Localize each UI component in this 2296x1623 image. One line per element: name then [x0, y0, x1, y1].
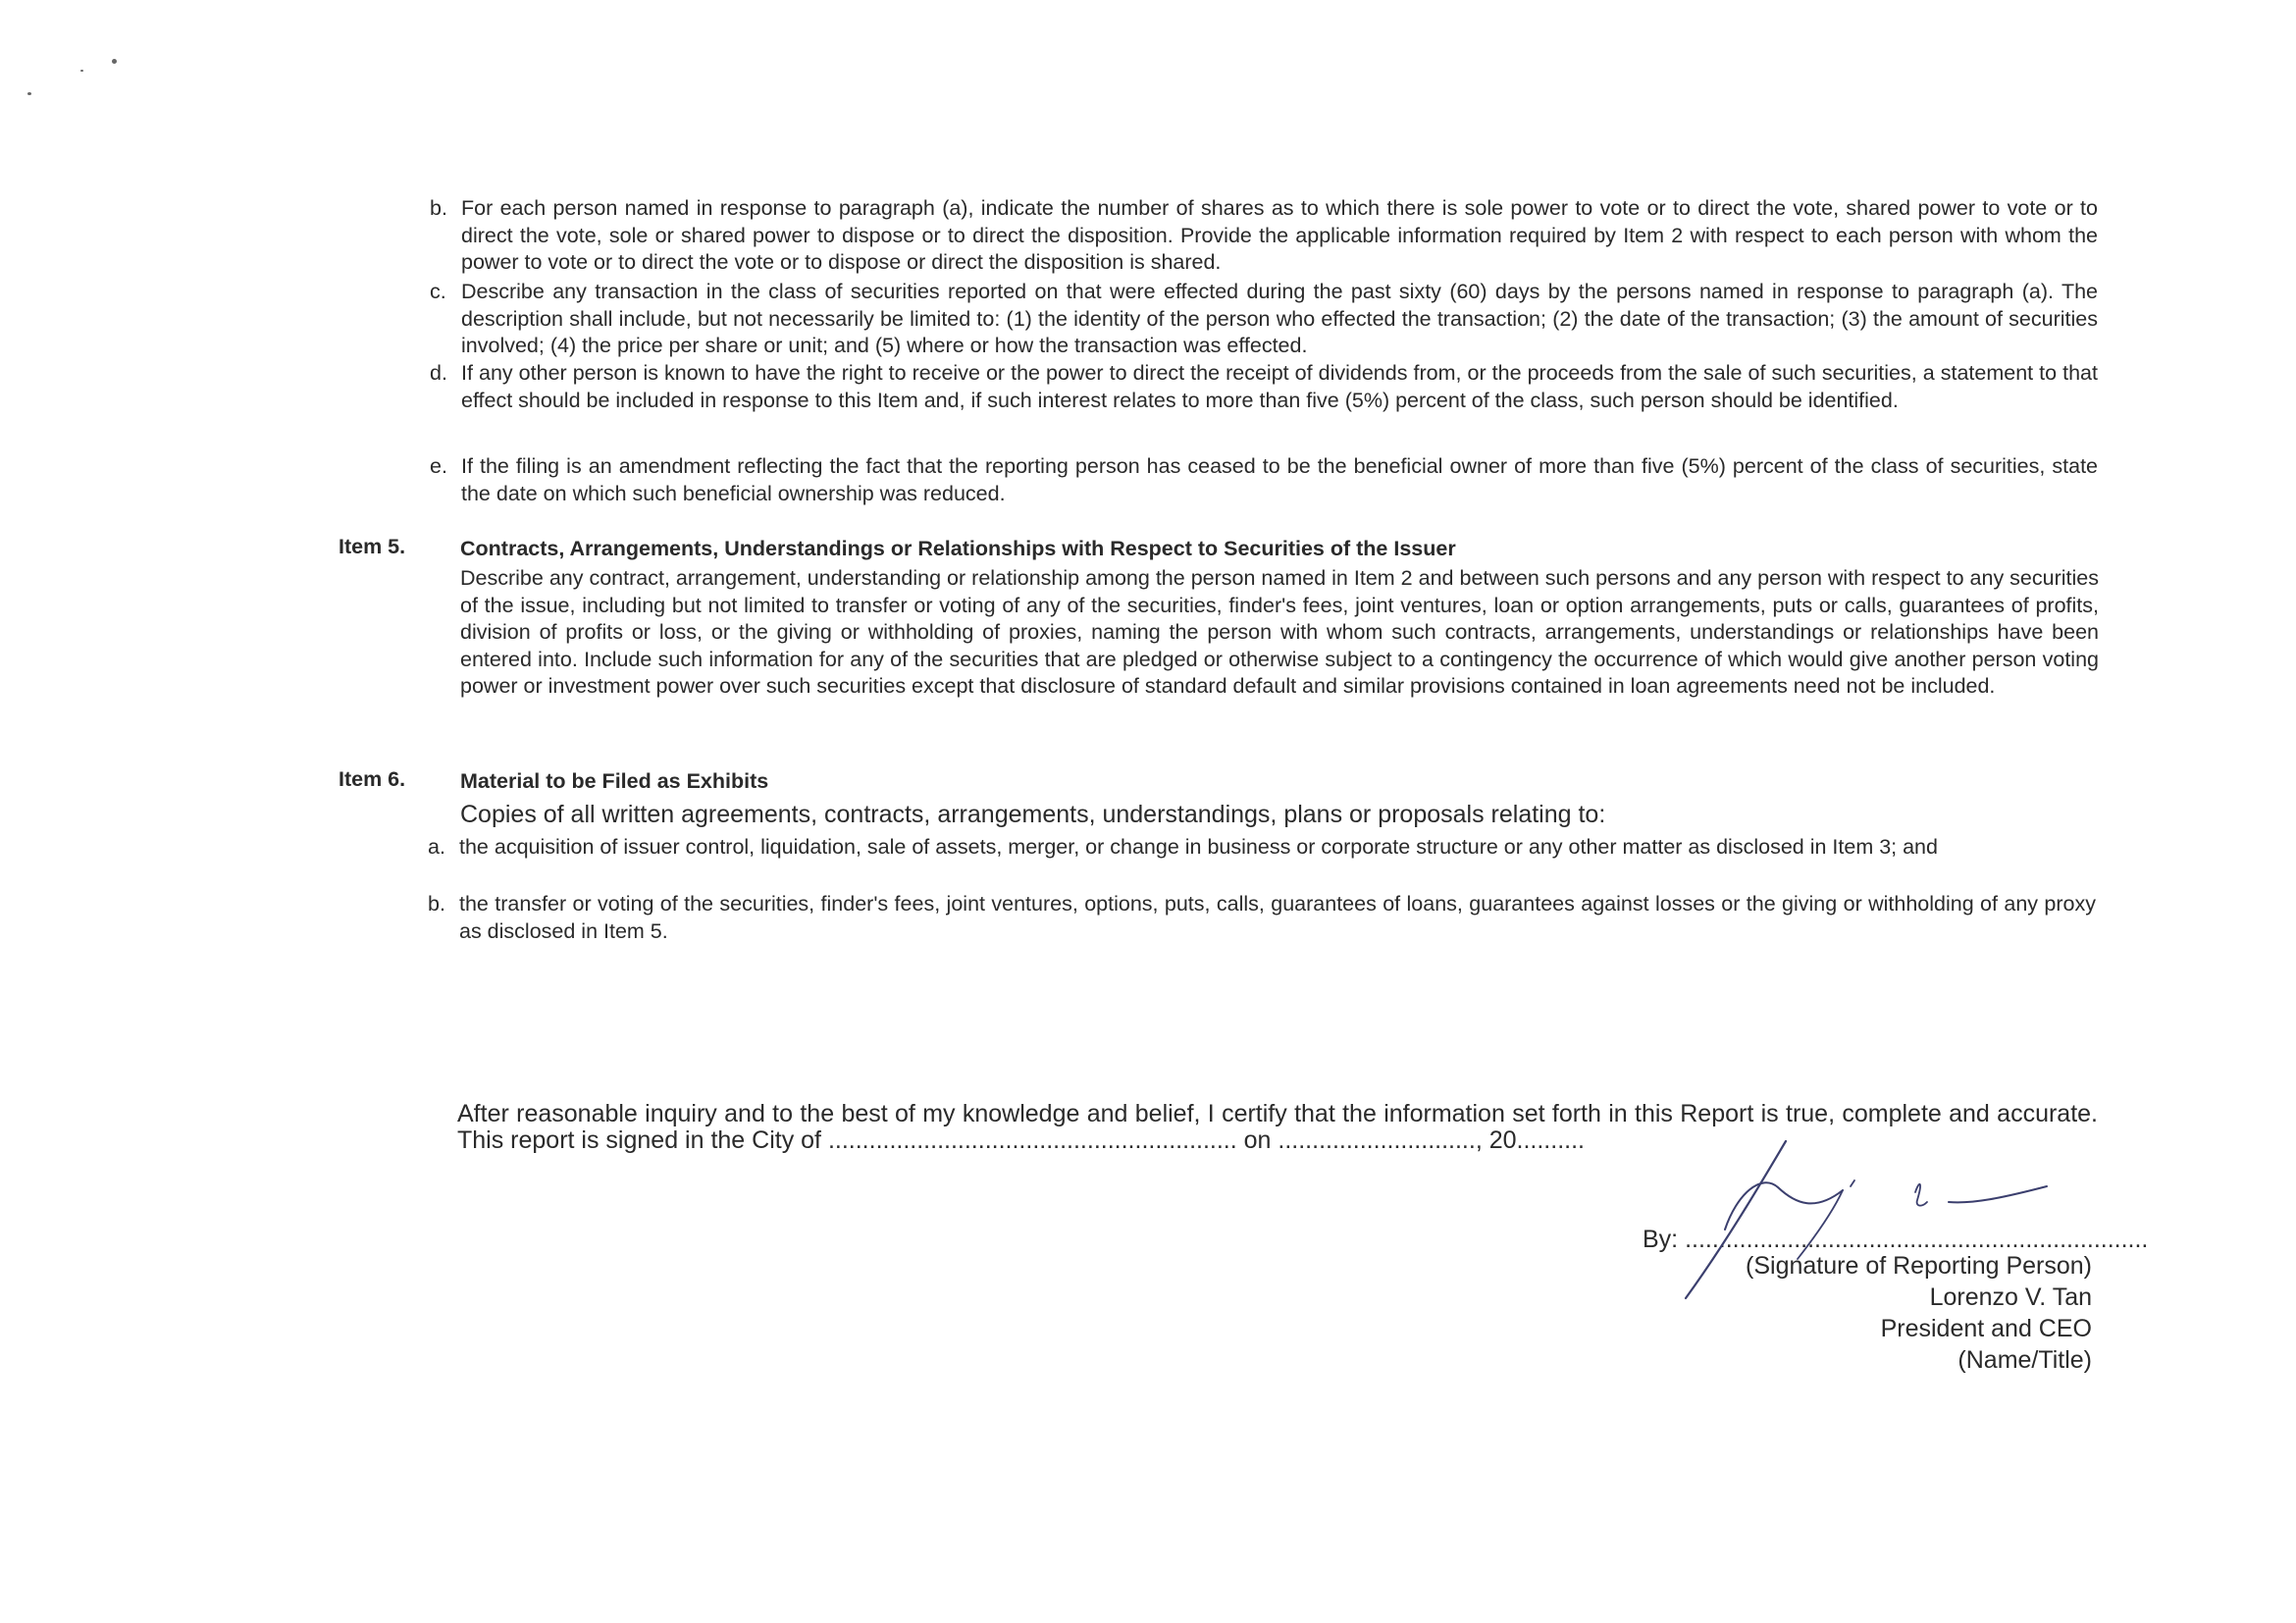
item-6-list-item-b: [428, 891, 2096, 945]
signatory-title: President and CEO: [1880, 1315, 2092, 1342]
item-5-body: Describe any contract, arrangement, understanding or relationship among the person named in Item 2 and between such persons and any person with respect to any securities of the issue, including but not limited to transfer or voting of any of the securities, finder's fees, joint ventures, loan or option arrangements, puts or calls, guarantees of profits, division of profits or loss, or the giving or withholding of proxies, naming the person with whom such contracts, arrangements, understandings or relationships have been entered into. Include such information for any of the securities that are pledged or otherwise subject to a contingency the occurrence of which would give another person voting power or investment power over such securities except that disclosure of standard default and similar provisions contained in loan agreements need not be included.: [460, 566, 2099, 698]
list-item-text: If any other person is known to have the right to receive or the power to direct the receipt of dividends from, or the proceeds from the sale of such securities, a statement to that effect should be included in response to this Item and, if such interest relates to more than five (5%) percent of the class, such person should be identified.: [461, 361, 2098, 412]
signature-caption-block: [1746, 1250, 2092, 1376]
signature-line: By: ....................................................................: [1643, 1226, 2149, 1253]
list-marker: b.: [430, 196, 447, 220]
item-6-intro: Copies of all written agreements, contracts, arrangements, understandings, plans or proposals relating to:: [460, 801, 1606, 828]
signature-caption: (Signature of Reporting Person): [1746, 1252, 2092, 1280]
item-5-heading: Contracts, Arrangements, Understandings or Relationships with Respect to Securities of the Issuer: [460, 537, 1456, 560]
scan-speck: [27, 92, 31, 95]
list-item-text: the acquisition of issuer control, liquidation, sale of assets, merger, or change in business or corporate structure or any other matter as disclosed in Item 3; and: [459, 835, 1938, 859]
list-marker: a.: [428, 835, 445, 859]
list-marker: b.: [428, 892, 445, 916]
item-6-label: Item 6.: [339, 767, 406, 791]
list-item-e: [430, 453, 2098, 507]
name-title-caption: (Name/Title): [1957, 1346, 2092, 1374]
certification-text: After reasonable inquiry and to the best of my knowledge and belief, I certify that the information set forth in this Report is true, complete and accurate. This report is signed in the City of ............................................................ on ............................., 20..........: [457, 1100, 2098, 1154]
list-marker: c.: [430, 280, 446, 303]
list-item-text: Describe any transaction in the class of securities reported on that were effected during the past sixty (60) days by the persons named in response to paragraph (a). The description shall include, but not necessarily be limited to: (1) the identity of the person who effected the transaction; (2) the date of the transaction; (3) the amount of securities involved; (4) the price per share or unit; and (5) where or how the transaction was effected.: [461, 280, 2098, 357]
list-marker: d.: [430, 361, 447, 385]
scan-speck: [80, 70, 83, 72]
item-5-label: Item 5.: [339, 535, 406, 558]
list-item-text: For each person named in response to paragraph (a), indicate the number of shares as to which there is sole power to vote or to direct the vote, shared power to vote or to direct the vote, sole or shared power to dispose or to direct the disposition. Provide the applicable information required by Item 2 with respect to each person with whom the power to vote or to direct the vote or to dispose or direct the disposition is shared.: [461, 196, 2098, 274]
signatory-name: Lorenzo V. Tan: [1929, 1283, 2092, 1311]
list-item-b: [430, 195, 2098, 277]
list-item-text: If the filing is an amendment reflecting the fact that the reporting person has ceased to be the beneficial owner of more than five (5%) percent of the class of securities, state the date on which such beneficial ownership was reduced.: [461, 454, 2098, 505]
list-item-text: the transfer or voting of the securities, finder's fees, joint ventures, options, puts, calls, guarantees of loans, guarantees against losses or the giving or withholding of any proxy as disclosed in Item 5.: [459, 892, 2096, 943]
item-6-heading: Material to be Filed as Exhibits: [460, 769, 769, 793]
list-marker: e.: [430, 454, 447, 478]
list-item-d: [430, 360, 2098, 414]
item-6-list-item-a: [428, 834, 2096, 862]
list-item-c: [430, 279, 2098, 360]
scan-speck: [112, 59, 117, 64]
